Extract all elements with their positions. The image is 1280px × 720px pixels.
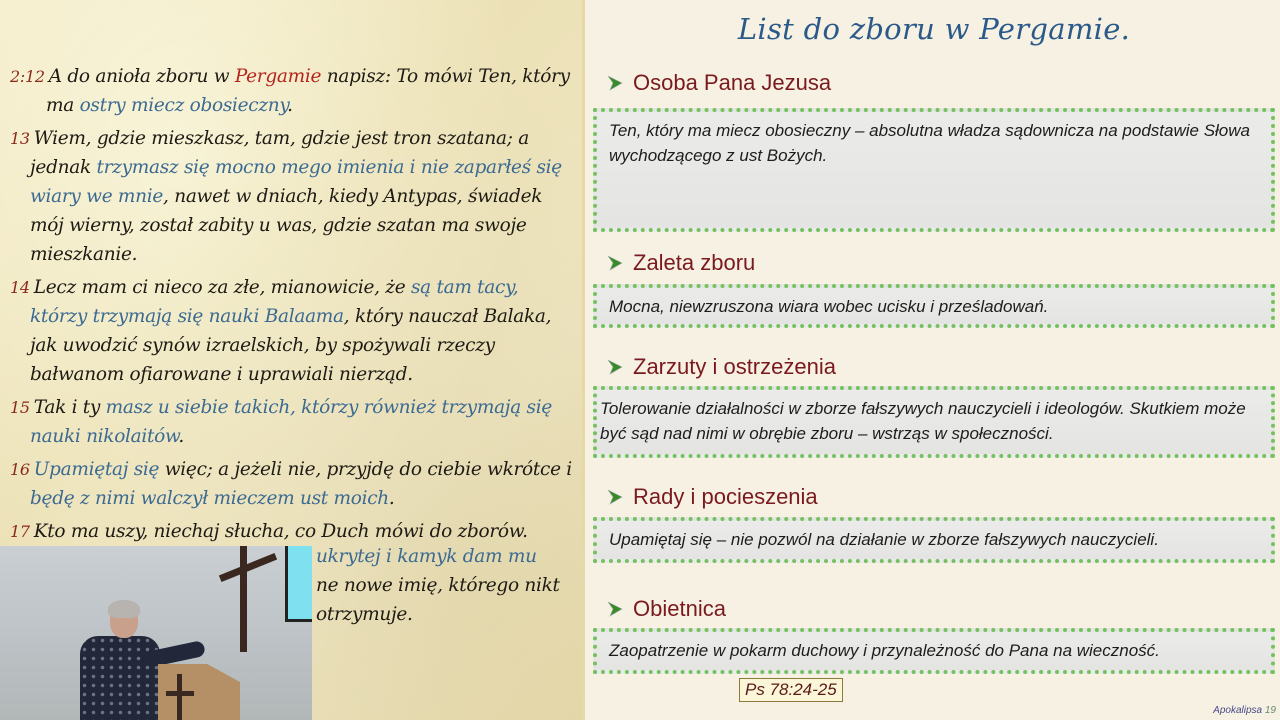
slide-title: List do zboru w Pergamie. bbox=[737, 12, 1131, 46]
verse-number: 15 bbox=[10, 398, 30, 417]
verse-text: A do anioła zboru w bbox=[48, 66, 235, 87]
section-heading-label: Zarzuty i ostrzeżenia bbox=[633, 354, 836, 379]
verse-number: 2:12 bbox=[10, 67, 45, 86]
verse-15 bbox=[10, 393, 575, 451]
verse-text: , który nauczał Balaka, jak uwodzić synów izraelskich, by spożywali rzeczy bałwanom ofiarowane i uprawiali nierząd. bbox=[30, 306, 552, 385]
section-heading-rady bbox=[607, 484, 818, 510]
pulpit-cross-icon bbox=[177, 674, 182, 720]
verse-highlight: są tam tacy, którzy trzymają się nauki Balaama bbox=[30, 277, 519, 327]
verse-number: 16 bbox=[10, 460, 30, 479]
section-box-osoba bbox=[593, 108, 1275, 232]
verse-text: napisz: To mówi Ten, który ma bbox=[46, 66, 570, 116]
verse-text: Wiem, gdzie mieszkasz, tam, gdzie jest tron szatana; a jednak bbox=[30, 128, 529, 178]
section-text: Tolerowanie działalności w zborze fałszywych nauczycieli i ideologów. Skutkiem może być sąd nad nimi w obrębie zboru – wstrząs w społeczności. bbox=[600, 399, 1246, 443]
verse-highlight: będę z nimi walczył mieczem ust moich bbox=[30, 488, 389, 509]
slide-pane bbox=[582, 0, 1280, 720]
verse-14 bbox=[10, 273, 575, 389]
verse-highlight: trzymasz się mocno mego imienia i nie zaparłeś się wiary we mnie bbox=[30, 157, 562, 207]
verse-highlight: Pergamie bbox=[234, 66, 322, 87]
arrow-bullet-icon bbox=[607, 601, 623, 617]
verse-text: . bbox=[287, 95, 293, 116]
scripture-reference: Ps 78:24-25 bbox=[739, 678, 843, 702]
section-heading-label: Osoba Pana Jezusa bbox=[633, 70, 832, 95]
section-text: Upamiętaj się – nie pozwól na działanie w zborze fałszywych nauczycieli. bbox=[609, 530, 1159, 549]
section-box-zarzuty bbox=[593, 386, 1275, 458]
arrow-bullet-icon bbox=[607, 359, 623, 375]
verse-16 bbox=[10, 455, 575, 513]
arrow-bullet-icon bbox=[607, 489, 623, 505]
scripture-pane bbox=[0, 0, 582, 720]
footer-label: Apokalipsa bbox=[1213, 705, 1263, 716]
scripture-text bbox=[10, 62, 575, 550]
section-heading-osoba bbox=[607, 70, 831, 96]
speaker-hair bbox=[108, 600, 140, 618]
verse-text: Tak i ty bbox=[33, 397, 106, 418]
verse-17-continuation bbox=[316, 542, 576, 629]
wall-cross-beam bbox=[219, 553, 277, 582]
verse-number: 13 bbox=[10, 129, 30, 148]
section-heading-label: Obietnica bbox=[633, 596, 726, 621]
verse-partial-line: ukrytej i kamyk dam mu bbox=[316, 546, 537, 567]
section-box-zaleta bbox=[593, 284, 1275, 328]
verse-highlight: Upamiętaj się bbox=[33, 459, 160, 480]
verse-text: . bbox=[388, 488, 395, 509]
arrow-bullet-icon bbox=[607, 255, 623, 271]
section-text: Mocna, niewzruszona wiara wobec ucisku i prześladowań. bbox=[609, 297, 1049, 316]
verse-text: Lecz mam ci nieco za złe, mianowicie, że bbox=[33, 277, 411, 298]
verse-highlight: ostry miecz obosieczny bbox=[79, 95, 288, 116]
section-heading-zarzuty bbox=[607, 354, 836, 380]
verse-text: więc; a jeżeli nie, przyjdę do ciebie wkrótce i bbox=[159, 459, 572, 480]
verse-text: Kto ma uszy, niechaj słucha, co Duch mówi do zborów. bbox=[33, 521, 528, 542]
verse-highlight: masz u siebie takich, którzy również trzymają się nauki nikolaitów bbox=[30, 397, 553, 447]
verse-13 bbox=[10, 124, 575, 269]
speaker-person bbox=[80, 636, 160, 720]
verse-number: 14 bbox=[10, 278, 30, 297]
section-text: Zaopatrzenie w pokarm duchowy i przynależność do Pana na wieczność. bbox=[609, 641, 1160, 660]
section-heading-obietnica bbox=[607, 596, 726, 622]
wall-cross-icon bbox=[240, 546, 247, 652]
section-text: Ten, który ma miecz obosieczny – absolutna władza sądownicza na podstawie Słowa wychodzącego z ust Bożych. bbox=[609, 121, 1250, 165]
section-box-rady bbox=[593, 517, 1275, 563]
verse-partial-line: otrzymuje. bbox=[316, 604, 413, 625]
verse-partial-line: ne nowe imię, którego nikt bbox=[316, 575, 560, 596]
webcam-overlay bbox=[0, 546, 312, 720]
section-heading-label: Zaleta zboru bbox=[633, 250, 756, 275]
arrow-bullet-icon bbox=[607, 75, 623, 91]
slide-number: 19 bbox=[1264, 705, 1276, 716]
pulpit-cross-beam bbox=[166, 691, 194, 696]
display-screen bbox=[285, 546, 312, 622]
section-heading-zaleta bbox=[607, 250, 755, 276]
section-box-obietnica bbox=[593, 628, 1275, 674]
slide-footer bbox=[1213, 705, 1276, 716]
verse-text: , nawet w dniach, kiedy Antypas, świadek mój wierny, został zabity u was, gdzie szatan ma swoje mieszkanie. bbox=[30, 186, 543, 265]
section-heading-label: Rady i pocieszenia bbox=[633, 484, 818, 509]
verse-number: 17 bbox=[10, 522, 30, 541]
verse-2-12 bbox=[10, 62, 575, 120]
verse-text: . bbox=[178, 426, 184, 447]
